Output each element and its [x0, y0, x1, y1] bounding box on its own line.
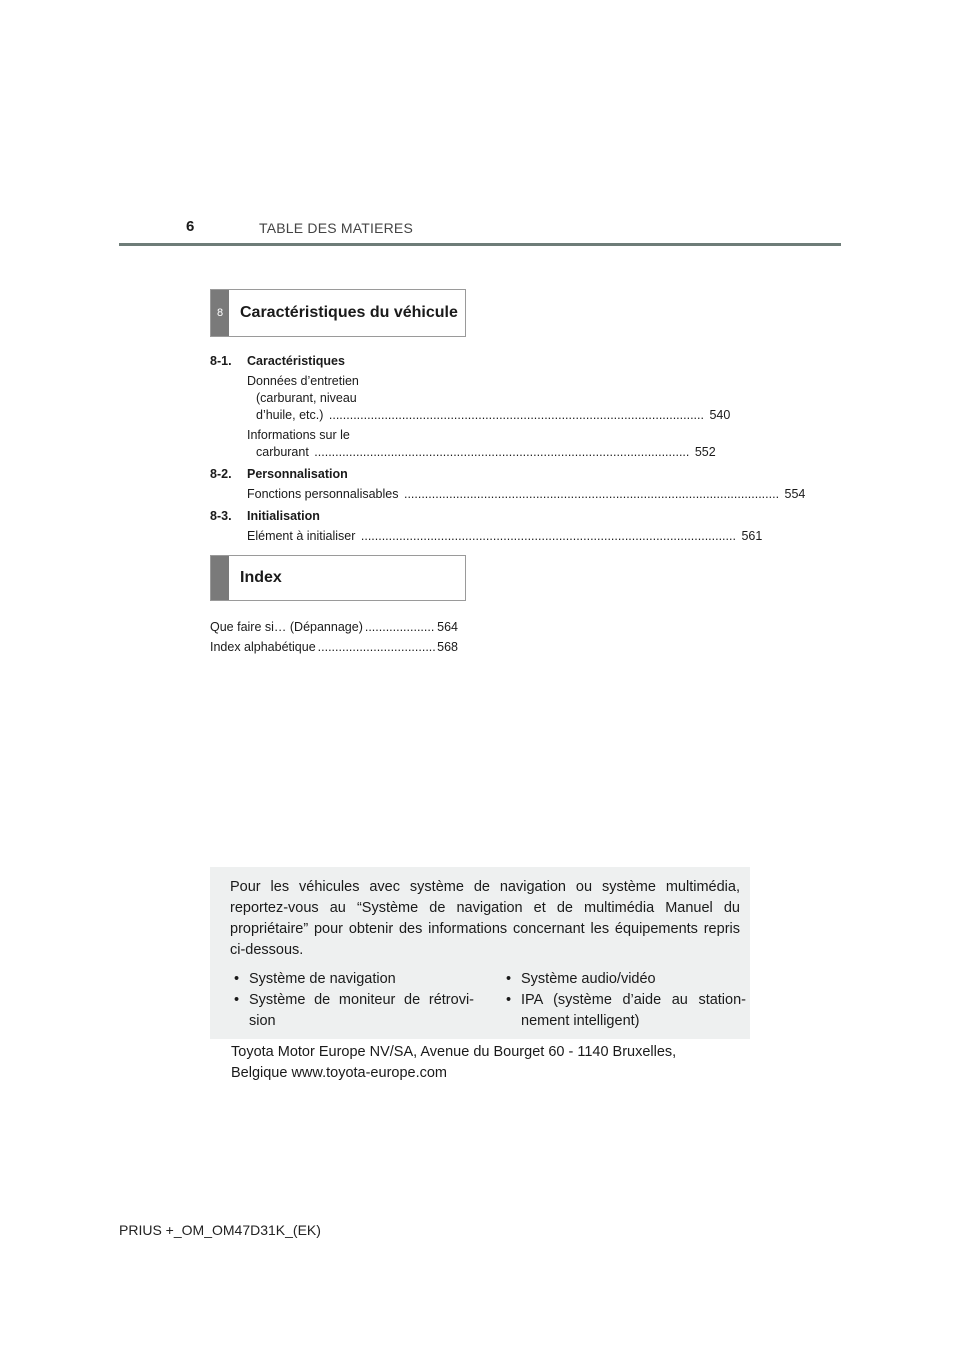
index-section-box[interactable] [210, 555, 466, 601]
list-item [506, 969, 746, 990]
toc-leader [329, 408, 704, 422]
address-line-2: Belgique www.toyota-europe.com [231, 1065, 448, 1081]
toc-leader [361, 529, 736, 543]
header-title: TABLE DES MATIERES [259, 220, 414, 236]
toc-heading-number: 8-3. [210, 509, 232, 523]
bullet-text: Système de navigation [249, 971, 396, 987]
address-line-1: Toyota Motor Europe NV/SA, Avenue du Bourget 60 - 1140 Bruxelles, [231, 1044, 677, 1060]
toc-entry-informations-carburant[interactable] [247, 427, 716, 461]
list-item [506, 990, 746, 1032]
toc-heading-label: Personnalisation [247, 467, 348, 481]
toc-page-number: 568 [437, 640, 458, 654]
bullet-text: IPA (système d’aide au station-nement intelligent) [521, 992, 746, 1029]
list-item [234, 969, 474, 990]
toc-entry-line: Informations sur le [247, 428, 350, 442]
header-rule [119, 243, 841, 246]
toc-page-number: 552 [694, 445, 716, 459]
toc-entry-element-initialiser[interactable] [247, 528, 763, 545]
note-paragraph: Pour les véhicules avec système de navigation ou système multimédia, reportez-vous au “Système de navigation et de multimédia Manuel du propriétaire” pour obtenir des informations concernant les équipements repris ci-dessous. [230, 879, 740, 958]
section-8-title: Caractéristiques du véhicule [240, 304, 458, 321]
toc-entry-donnees-entretien[interactable] [247, 373, 731, 424]
toc-entry-depannage[interactable] [210, 619, 458, 636]
toc-entry-text: Index alphabétique [210, 640, 316, 654]
toc-heading-label: Caractéristiques [247, 354, 345, 368]
toc-entry-text: d’huile, etc.) [256, 408, 324, 422]
toc-heading-8-2[interactable] [210, 467, 348, 481]
toc-heading-label: Initialisation [247, 509, 320, 523]
toc-heading-number: 8-2. [210, 467, 232, 481]
toc-entry-text: Elément à initialiser [247, 529, 356, 543]
toc-heading-8-3[interactable] [210, 509, 320, 523]
toc-entry-line: Données d’entretien [247, 374, 359, 388]
toc-leader [404, 487, 779, 501]
bullet-text: Système de moniteur de rétrovi-sion [249, 992, 474, 1029]
section-8-box[interactable] [210, 289, 466, 337]
toc-heading-number: 8-1. [210, 354, 232, 368]
section-8-tab: 8 [211, 290, 229, 336]
bullet-icon: • [234, 992, 240, 1008]
index-section-tab [211, 556, 229, 600]
index-section-title: Index [240, 569, 282, 586]
bullet-text: Système audio/vidéo [521, 971, 656, 987]
bullet-icon: • [506, 971, 512, 987]
bullet-icon: • [234, 971, 240, 987]
toc-leader [314, 445, 689, 459]
bullet-column-right [506, 969, 746, 1032]
toc-entry-fonctions-personnalisables[interactable] [247, 486, 806, 503]
bullet-column-left [234, 969, 474, 1032]
toc-entry-text: Que faire si… (Dépannage) [210, 620, 363, 634]
toc-page-number: 540 [709, 408, 731, 422]
list-item [234, 990, 474, 1032]
note-box [210, 867, 750, 1039]
footer-code: PRIUS +_OM_OM47D31K_(EK) [119, 1222, 321, 1238]
toc-entry-text: Fonctions personnalisables [247, 487, 399, 501]
toc-leader [365, 619, 435, 636]
toc-leader [318, 639, 435, 656]
toc-entry-text: carburant [256, 445, 309, 459]
bullet-icon: • [506, 992, 512, 1008]
toc-page-number: 554 [784, 487, 806, 501]
toc-entry-index-alphabetique[interactable] [210, 639, 458, 656]
toc-page-number: 564 [437, 620, 458, 634]
toc-page-number: 561 [741, 529, 763, 543]
publisher-address [231, 1042, 676, 1084]
page-number: 6 [186, 218, 195, 235]
toc-heading-8-1[interactable] [210, 354, 345, 368]
toc-entry-line: (carburant, niveau [256, 391, 357, 405]
